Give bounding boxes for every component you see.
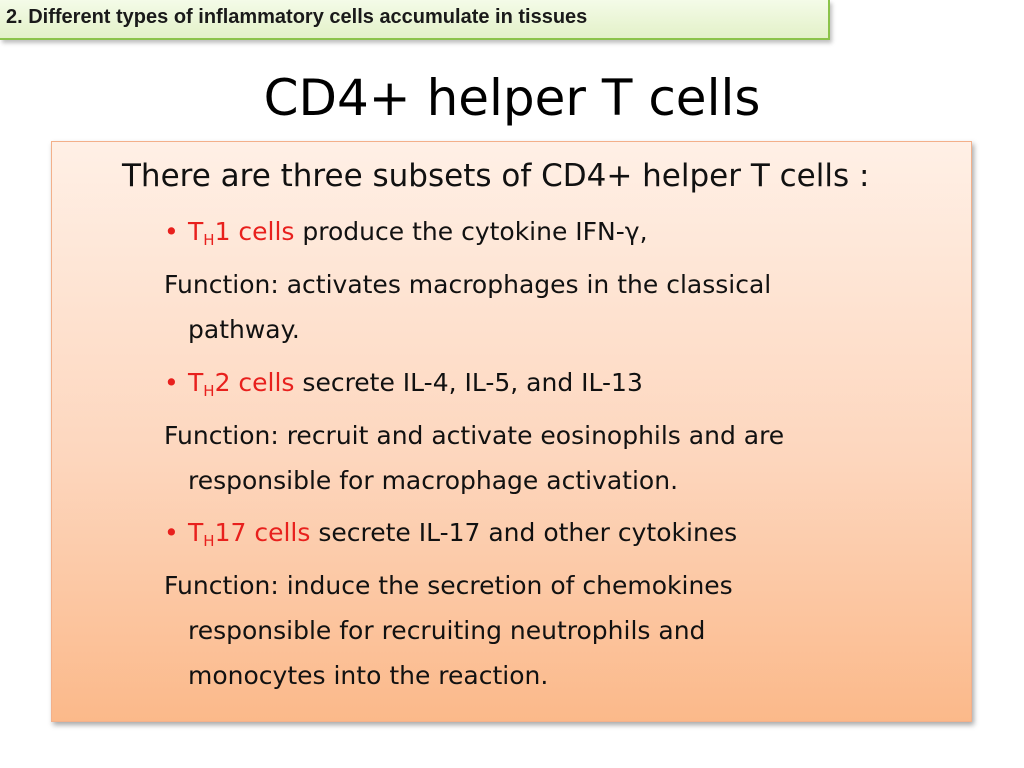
subset-th17-bullet (164, 514, 737, 560)
function-line: Function: recruit and activate eosinophils and are (164, 421, 785, 450)
subset-description: produce the cytokine IFN-γ, (294, 217, 648, 246)
function-line-continued: pathway. (188, 315, 300, 344)
bullet-icon: • (164, 518, 179, 547)
cell-name-th17: $T_H17$ cells (188, 518, 311, 550)
subset-description: secrete IL-17 and other cytokines (310, 518, 738, 547)
function-line: Function: induce the secretion of chemokines (164, 571, 733, 600)
cell-name-th1: $T_H1$ cells (188, 217, 295, 249)
function-line: Function: activates macrophages in the classical (164, 270, 772, 299)
subset-th1-bullet (164, 213, 648, 259)
subset-th2-bullet (164, 364, 643, 410)
bullet-icon: • (164, 368, 179, 397)
slide-title: CD4+ helper T cells (263, 69, 761, 127)
bullet-icon: • (164, 217, 179, 246)
intro-text: There are three subsets of CD4+ helper T cells : (122, 158, 870, 194)
function-line-continued: responsible for recruiting neutrophils and (188, 616, 706, 645)
function-line-continued: monocytes into the reaction. (188, 661, 549, 690)
function-line-continued: responsible for macrophage activation. (188, 466, 679, 495)
cell-name-th2: $T_H2$ cells (188, 368, 295, 400)
subset-description: secrete IL-4, IL-5, and IL-13 (294, 368, 643, 397)
section-tag: 2. Different types of inflammatory cells accumulate in tissues (0, 0, 830, 40)
content-box (51, 141, 972, 722)
